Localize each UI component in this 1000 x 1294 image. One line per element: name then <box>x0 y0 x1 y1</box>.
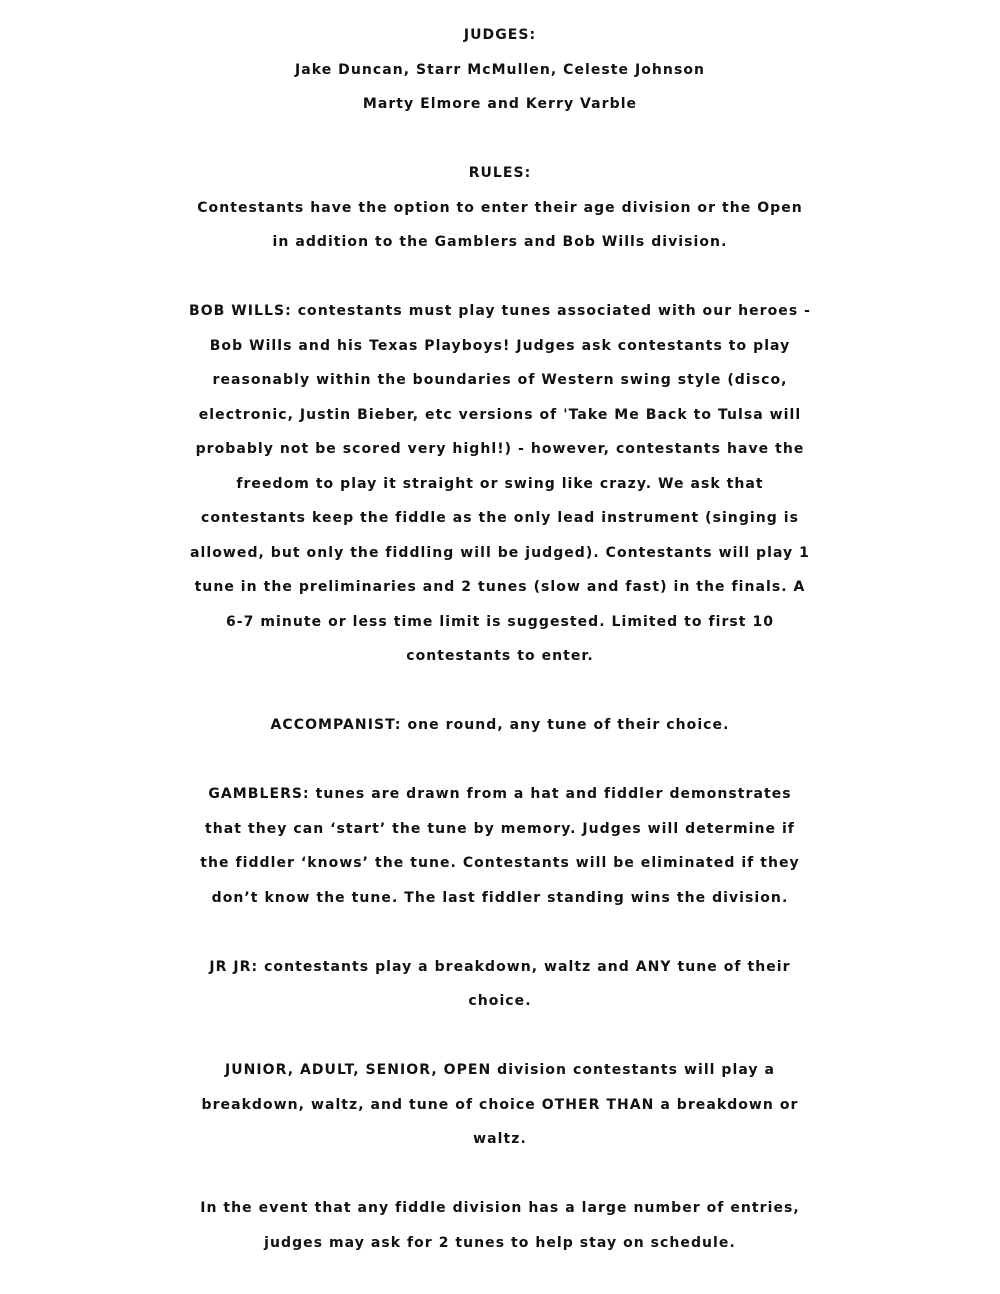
divisions-line: breakdown, waltz, and tune of choice OTHER THAN a breakdown or <box>201 1096 799 1113</box>
divisions-line: waltz. <box>473 1131 527 1147</box>
jr-jr-section <box>0 950 1000 1019</box>
jr-jr-line: JR JR: contestants play a breakdown, waltz and ANY tune of their <box>209 958 791 975</box>
rules-text-line: Contestants have the option to enter their age division or the Open <box>197 199 803 216</box>
bob-wills-line: reasonably within the boundaries of Western swing style (disco, <box>212 372 788 388</box>
accompanist-section <box>0 708 1000 743</box>
large-entries-section <box>0 1191 1000 1260</box>
gamblers-line: the fiddler ‘knows’ the tune. Contestants will be eliminated if they <box>200 855 800 871</box>
judges-names-line: Marty Elmore and Kerry Varble <box>362 96 638 112</box>
judges-section <box>0 18 1000 122</box>
bob-wills-line: Bob Wills and his Texas Playboys! Judges ask contestants to play <box>209 337 791 354</box>
judges-names-line: Jake Duncan, Starr McMullen, Celeste Johnson <box>294 61 706 78</box>
bob-wills-line: BOB WILLS: contestants must play tunes associated with our heroes - <box>188 303 812 319</box>
gamblers-line: don’t know the tune. The last fiddler standing wins the division. <box>211 889 789 906</box>
rules-text-line: in addition to the Gamblers and Bob Wills division. <box>272 234 728 250</box>
bob-wills-line: 6-7 minute or less time limit is suggested. Limited to first 10 <box>225 613 775 630</box>
gamblers-section <box>0 777 1000 915</box>
divisions-line: JUNIOR, ADULT, SENIOR, OPEN division contestants will play a <box>224 1062 776 1078</box>
rules-heading: RULES: <box>468 165 532 181</box>
bob-wills-line: allowed, but only the fiddling will be judged). Contestants will play 1 <box>190 544 810 561</box>
rules-document <box>0 18 1000 1260</box>
bob-wills-line: probably not be scored very highl!) - however, contestants have the <box>195 441 805 457</box>
bob-wills-section <box>0 294 1000 674</box>
rules-section <box>0 156 1000 260</box>
bob-wills-line: tune in the preliminaries and 2 tunes (slow and fast) in the finals. A <box>194 579 806 595</box>
large-entries-line: In the event that any fiddle division has a large number of entries, <box>200 1200 800 1216</box>
bob-wills-line: contestants keep the fiddle as the only lead instrument (singing is <box>200 510 799 526</box>
bob-wills-line: contestants to enter. <box>406 648 594 664</box>
accompanist-line: ACCOMPANIST: one round, any tune of their choice. <box>270 717 730 733</box>
bob-wills-line: freedom to play it straight or swing like crazy. We ask that <box>236 475 764 492</box>
gamblers-line: GAMBLERS: tunes are drawn from a hat and fiddler demonstrates <box>208 786 792 802</box>
divisions-section <box>0 1053 1000 1157</box>
large-entries-line: judges may ask for 2 tunes to help stay on schedule. <box>264 1234 736 1251</box>
bob-wills-line: electronic, Justin Bieber, etc versions of 'Take Me Back to Tulsa will <box>198 406 802 423</box>
judges-heading: JUDGES: <box>463 27 537 43</box>
gamblers-line: that they can ‘start’ the tune by memory. Judges will determine if <box>205 820 795 837</box>
jr-jr-line: choice. <box>468 993 532 1009</box>
